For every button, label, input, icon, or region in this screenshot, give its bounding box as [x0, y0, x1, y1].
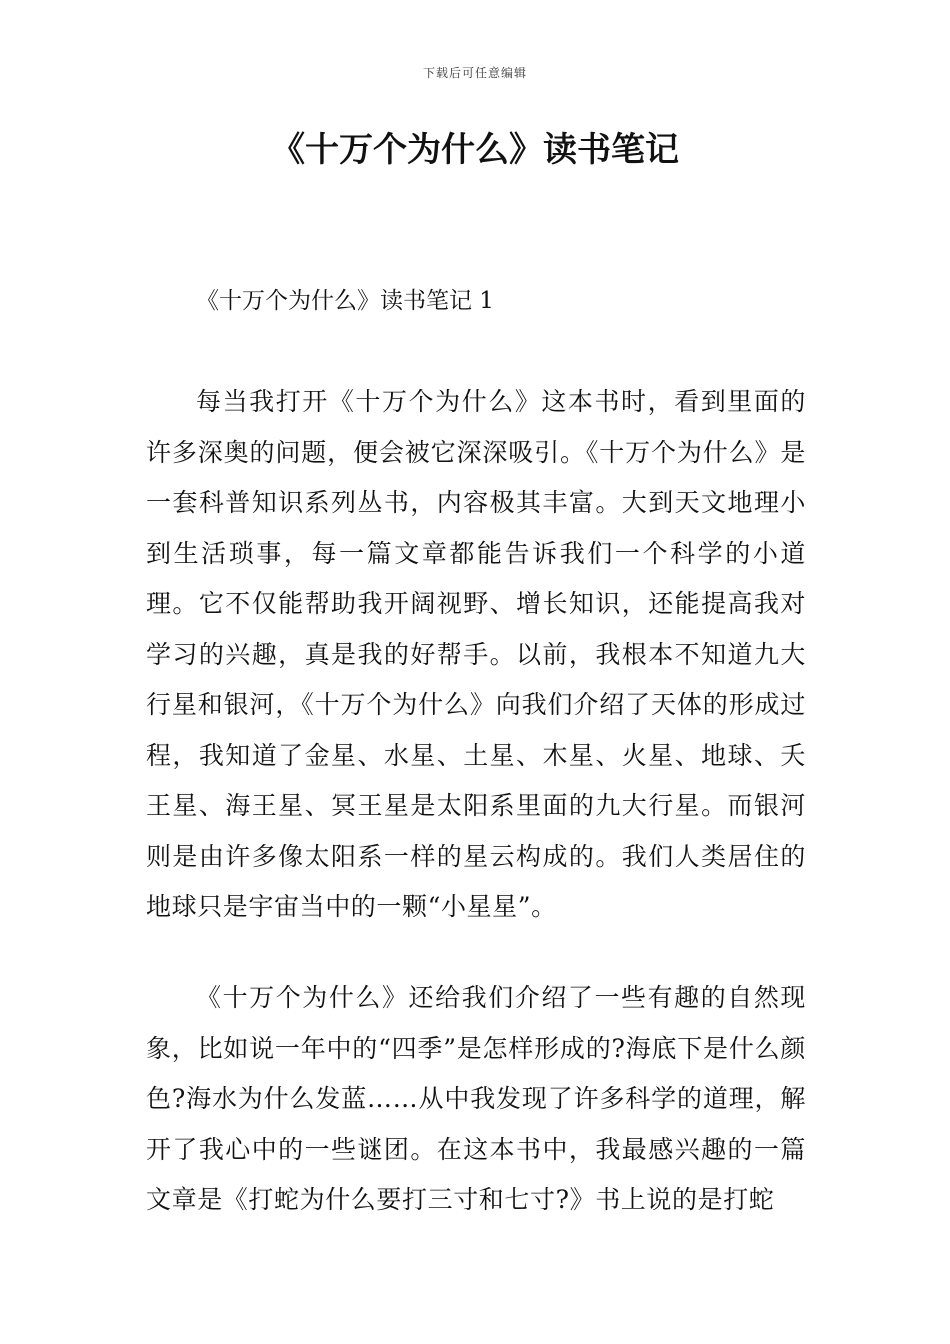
- paragraph-2: 《十万个为什么》还给我们介绍了一些有趣的自然现象，比如说一年中的“四季”是怎样形成的?海底下是什么颜色?海水为什么发蓝……从中我发现了许多科学的道理，解开了我心中的一些谜团。在这本书中，我最感兴趣的一篇文章是《打蛇为什么要打三寸和七寸?》书上说的是打蛇: [146, 983, 806, 1214]
- document-title: 《十万个为什么》读书笔记: [271, 130, 679, 170]
- section-heading: 《十万个为什么》读书笔记 1: [196, 288, 494, 314]
- paragraph-1: 每当我打开《十万个为什么》这本书时，看到里面的许多深奥的问题，便会被它深深吸引。《十万个为什么》是一套科普知识系列丛书，内容极其丰富。大到天文地理小到生活琐事，每一篇文章都能告诉我们一个科学的小道理。它不仅能帮助我开阔视野、增长知识，还能提高我对学习的兴趣，真是我的好帮手。以前，我根本不知道九大行星和银河，《十万个为什么》向我们介绍了天体的形成过程，我知道了金星、水星、土星、木星、火星、地球、夭王星、海王星、冥王星是太阳系里面的九大行星。而银河则是由许多像太阳系一样的星云构成的。我们人类居住的地球只是宇宙当中的一颗“小星星”。: [146, 387, 806, 921]
- header-note: 下载后可任意编辑: [422, 66, 527, 80]
